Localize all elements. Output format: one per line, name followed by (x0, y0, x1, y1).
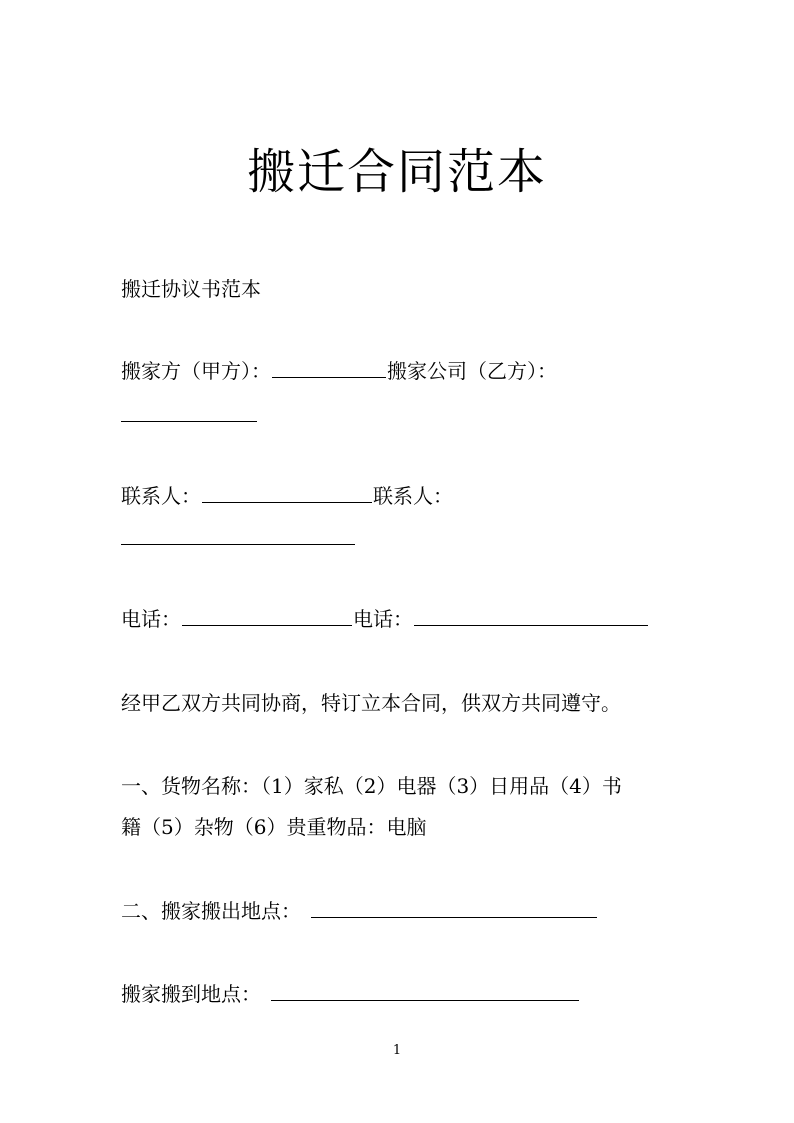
subtitle: 搬迁协议书范本 (121, 277, 261, 301)
destination-blank[interactable] (271, 980, 579, 1001)
destination-label: 搬家搬到地点： (121, 982, 261, 1006)
origin-blank[interactable] (311, 897, 597, 918)
phone-a-label: 电话： (121, 607, 181, 631)
phone-b-blank[interactable] (414, 605, 648, 626)
contact-a-label: 联系人： (121, 484, 201, 508)
party-line (121, 357, 557, 385)
contact-a-blank[interactable] (202, 482, 372, 503)
intro-paragraph: 经甲乙双方共同协商，特订立本合同，供双方共同遵守。 (121, 691, 621, 715)
party-a-blank[interactable] (272, 357, 386, 378)
party-b-blank-line (121, 401, 257, 429)
party-a-label: 搬家方（甲方）： (121, 359, 271, 383)
phone-b-label: 电话： (353, 607, 413, 631)
contact-b-label: 联系人： (373, 484, 453, 508)
contact-line (121, 482, 453, 510)
contact-b-blank[interactable] (121, 524, 355, 545)
clause2-line (121, 897, 598, 925)
page-number: 1 (392, 1043, 402, 1058)
document-title: 搬迁合同范本 (246, 144, 547, 200)
contact-b-blank-line (121, 524, 355, 552)
clause1-line1: 一、货物名称：（1）家私（2）电器（3）日用品（4）书 (121, 774, 622, 798)
clause1-line2: 籍（5）杂物（6）贵重物品：电脑 (121, 815, 427, 839)
party-b-blank[interactable] (121, 401, 257, 422)
phone-a-blank[interactable] (182, 605, 352, 626)
phone-line (121, 605, 649, 633)
party-b-label: 搬家公司（乙方）： (387, 359, 557, 383)
destination-line (121, 980, 580, 1008)
clause2-label: 二、搬家搬出地点： (121, 899, 301, 923)
